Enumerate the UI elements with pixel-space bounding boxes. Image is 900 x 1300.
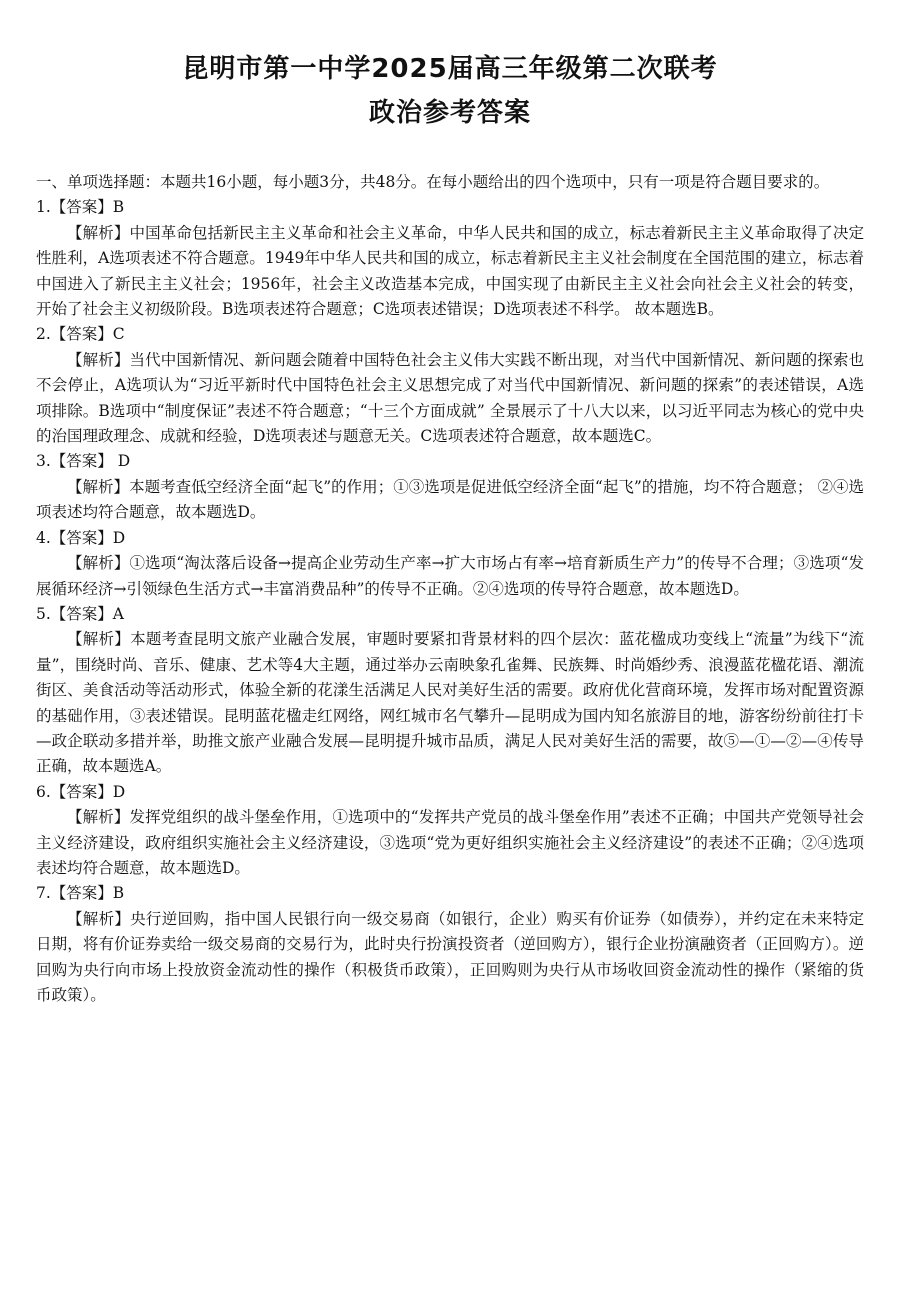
- answer-content: [36, 170, 864, 1008]
- analysis-paragraph: 【解析】当代中国新情况、新问题会随着中国特色社会主义伟大实践不断出现，对当代中国新情况、新问题的探索也不会停止，A选项认为“习近平新时代中国特色社会主义思想完成了对当代中国新情况、新问题的探索”的表述错误，A选项排除。B选项中“制度保证”表述不符合题意；“十三个方面成就” 全景展示了十八大以来，以习近平同志为核心的党中央的治国理政理念、成就和经验，D选项表述与题意无关。C选项表述符合题意，故本题选C。: [36, 350, 864, 446]
- question-item-6: [36, 780, 864, 882]
- question-item-7: [36, 881, 864, 1008]
- question-item-2: [36, 322, 864, 449]
- analysis-paragraph: 【解析】①选项“淘汰落后设备→提高企业劳动生产率→扩大市场占有率→培育新质生产力”的传导不合理；③选项“发展循环经济→引领绿色生活方式→丰富消费品种”的传导不正确。②④选项的传导符合题意，故本题选D。: [36, 554, 864, 598]
- analysis-paragraph: 【解析】发挥党组织的战斗堡垒作用，①选项中的“发挥共产党员的战斗堡垒作用”表述不正确；中国共产党领导社会主义经济建设，政府组织实施社会主义经济建设，③选项“党为更好组织实施社会主义经济建设”的表述不正确；②④选项表述均符合题意，故本题选D。: [36, 808, 864, 877]
- question-item-3: [36, 449, 864, 525]
- analysis-paragraph: 【解析】本题考查低空经济全面“起飞”的作用；①③选项是促进低空经济全面“起飞”的措施，均不符合题意； ②④选项表述均符合题意，故本题选D。: [36, 477, 864, 522]
- answer-line: 4.【答案】D: [36, 528, 126, 547]
- section-heading: 一、单项选择题：本题共16小题，每小题3分，共48分。在每小题给出的四个选项中，只有一项是符合题目要求的。: [36, 173, 830, 191]
- analysis-paragraph: 【解析】央行逆回购，指中国人民银行向一级交易商（如银行，企业）购买有价证券（如债券），并约定在未来特定日期，将有价证券卖给一级交易商的交易行为，此时央行扮演投资者（逆回购方），银行企业扮演融资者（正回购方）。逆回购为央行向市场上投放资金流动性的操作（积极货币政策），正回购则为央行从市场收回资金流动性的操作（紧缩的货币政策）。: [36, 909, 864, 1004]
- document-subtitle: 政治参考答案: [368, 98, 531, 128]
- question-item-5: [36, 602, 864, 780]
- answer-line: 2.【答案】C: [36, 325, 125, 344]
- analysis-paragraph: 【解析】中国革命包括新民主主义革命和社会主义革命，中华人民共和国的成立，标志着新民主主义革命取得了决定性胜利，A选项表述不符合题意。1949年中华人民共和国的成立，标志着新民主主义社会制度在全国范围的建立，标志着中国进入了新民主主义社会；1956年，社会主义改造基本完成，中国实现了由新民主主义社会向社会主义社会的转变，开始了社会主义初级阶段。B选项表述符合题意；C选项表述错误；D选项表述不科学。 故本题选B。: [36, 223, 864, 319]
- document-title: 昆明市第一中学2025届高三年级第二次联考: [182, 54, 718, 84]
- answer-line: 7.【答案】B: [36, 884, 125, 903]
- answer-line: 6.【答案】D: [36, 782, 126, 801]
- answer-line: 1.【答案】B: [36, 198, 125, 217]
- question-item-4: [36, 526, 864, 602]
- analysis-paragraph: 【解析】本题考查昆明文旅产业融合发展，审题时要紧扣背景材料的四个层次：蓝花楹成功变线上“流量”为线下“流量”，围绕时尚、音乐、健康、艺术等4大主题，通过举办云南映象孔雀舞、民族舞、时尚婚纱秀、浪漫蓝花楹花语、潮流街区、美食活动等活动形式，体验全新的花漾生活满足人民对美好生活的需要。政府优化营商环境，发挥市场对配置资源的基础作用，③表述错误。昆明蓝花楹走红网络，网红城市名气攀升—昆明成为国内知名旅游目的地，游客纷纷前往打卡—政企联动多措并举，助推文旅产业融合发展—昆明提升城市品质，满足人民对美好生活的需要，故⑤—①—②—④传导正确，故本题选A。: [36, 630, 864, 776]
- question-item-1: [36, 195, 864, 322]
- answer-line: 5.【答案】A: [36, 604, 124, 623]
- answer-line: 3.【答案】 D: [36, 452, 131, 471]
